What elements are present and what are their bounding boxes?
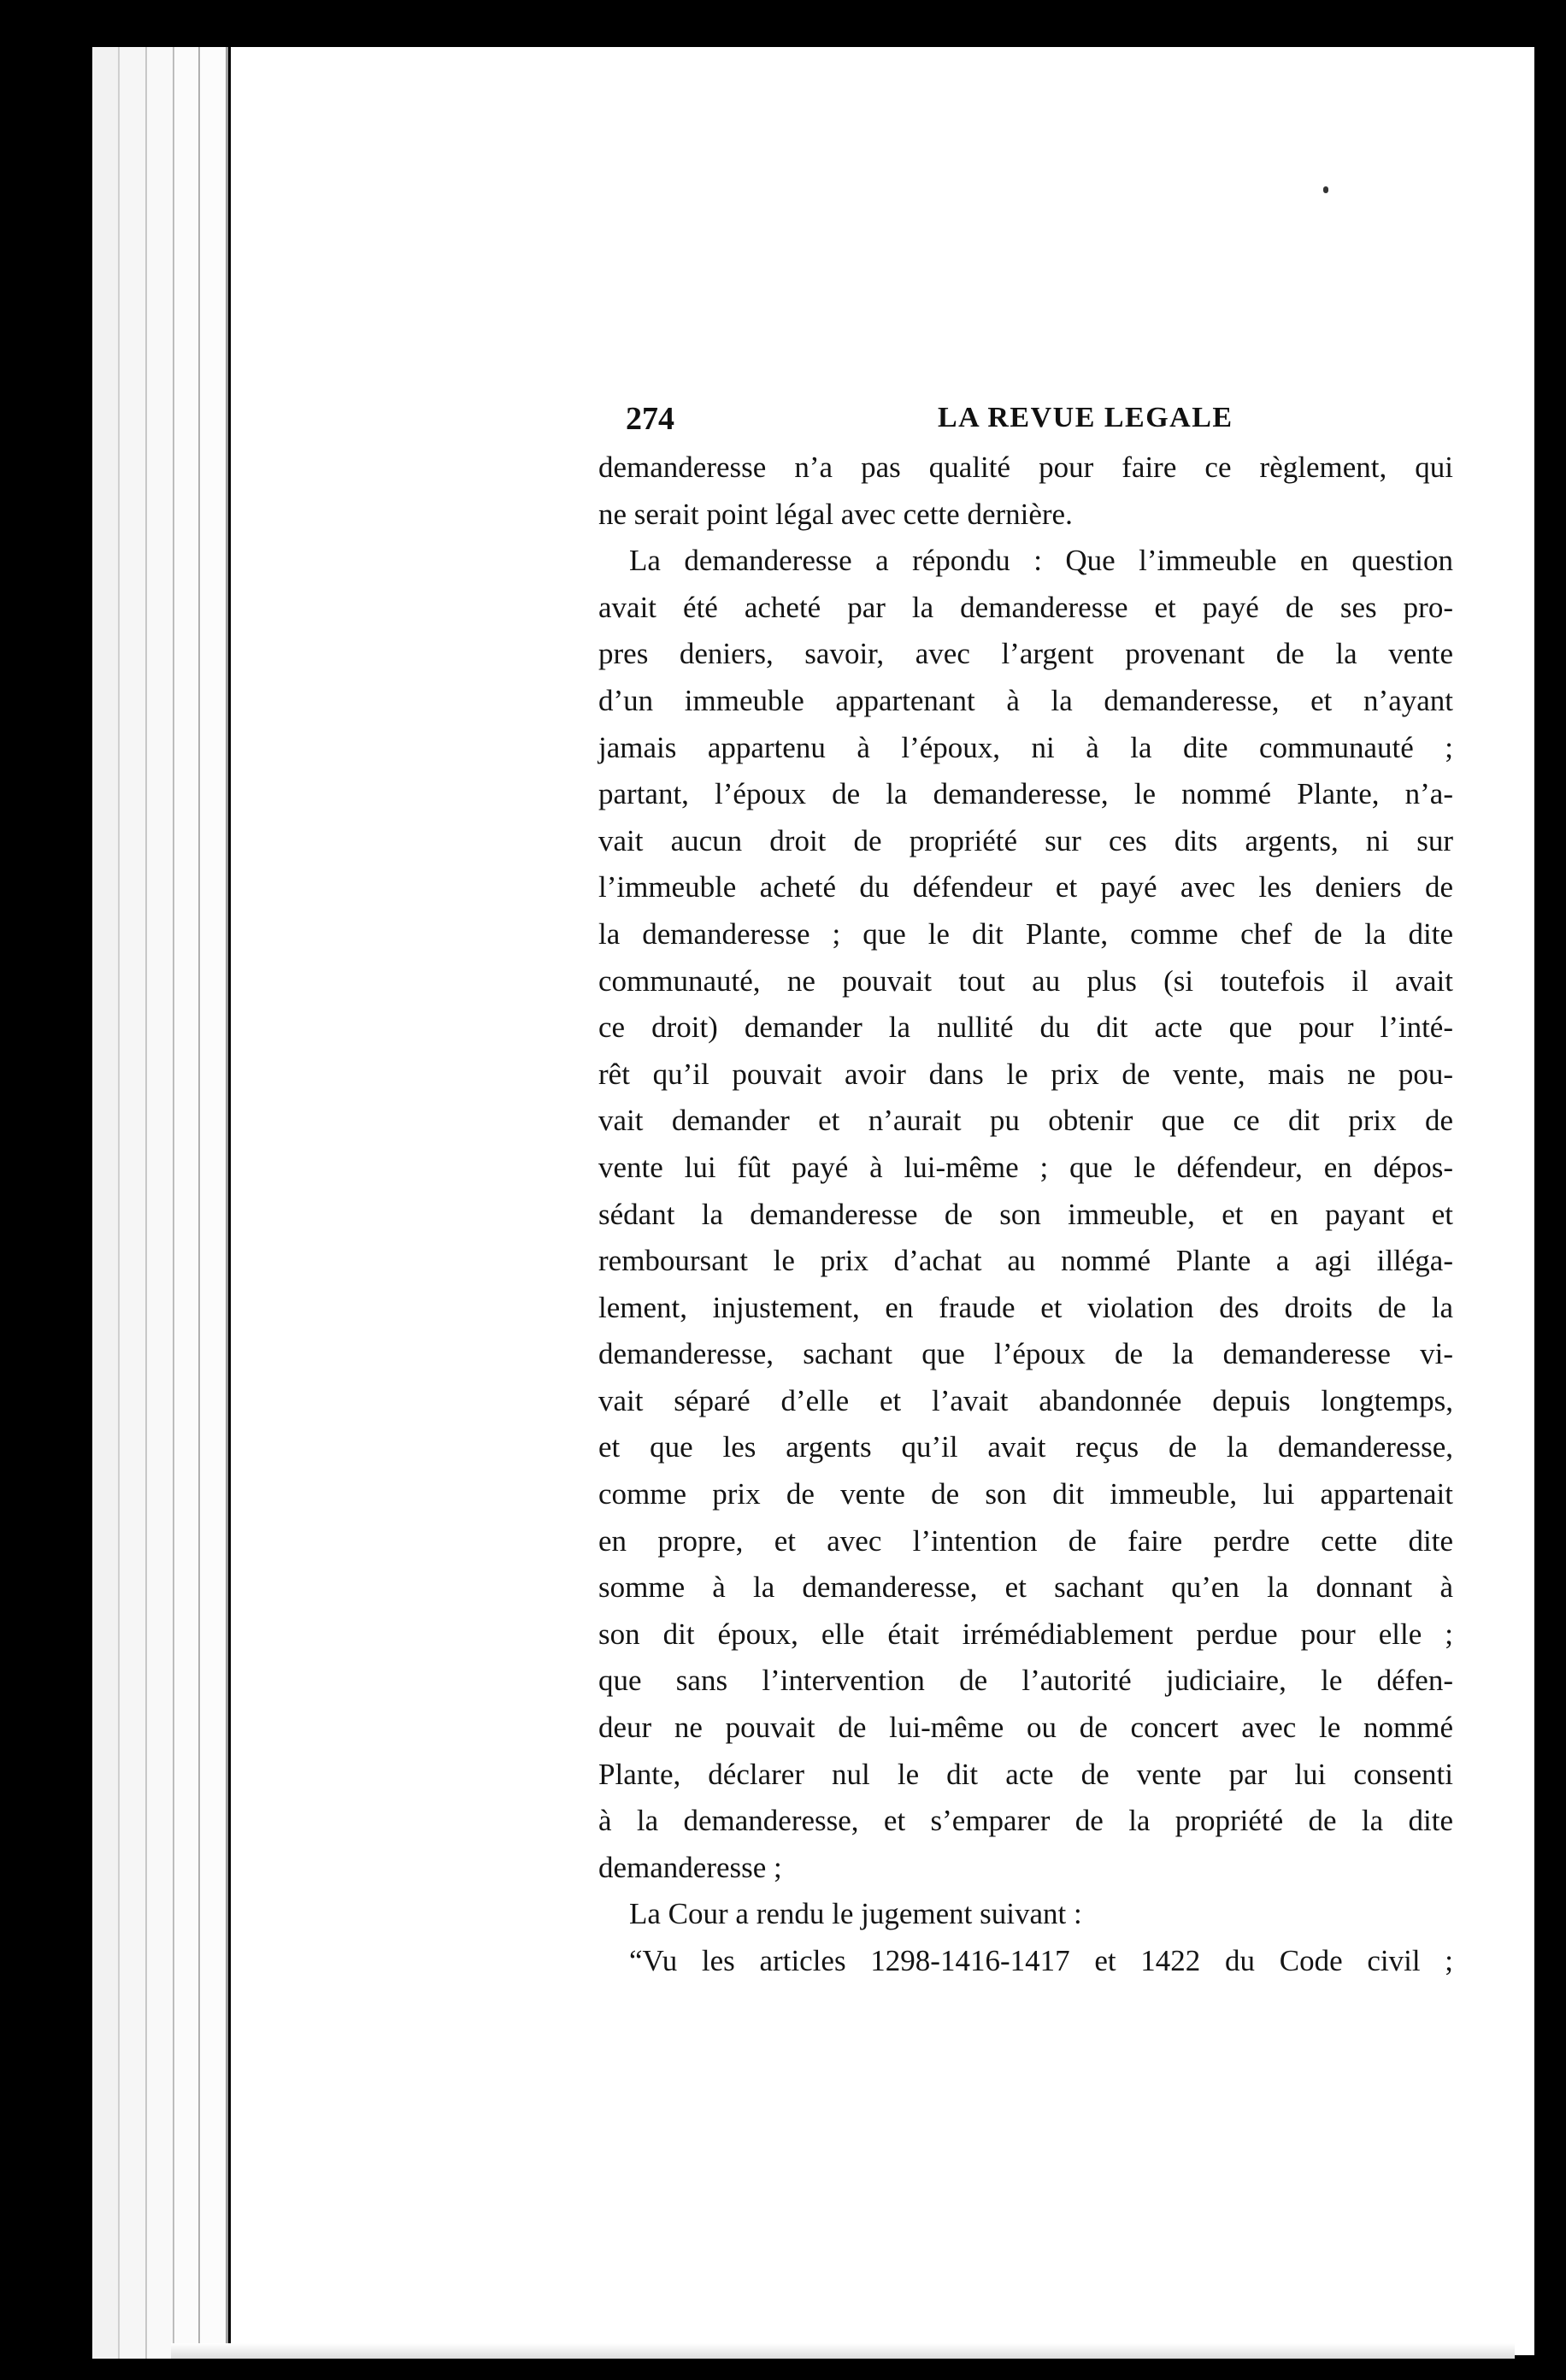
- running-title: LA REVUE LEGALE: [938, 402, 1233, 433]
- text-line: rêt qu’il pouvait avoir dans le prix de vente, mais ne pou-: [598, 1057, 1453, 1091]
- text-line: deur ne pouvait de lui-même ou de concert avec le nommé: [598, 1711, 1453, 1745]
- text-line: vait aucun droit de propriété sur ces dits argents, ni sur: [598, 823, 1453, 857]
- text-line: en propre, et avec l’intention de faire perdre cette dite: [598, 1523, 1453, 1558]
- text-line: sédant la demanderesse de son immeuble, et en payant et: [598, 1197, 1453, 1231]
- text-line: demanderesse ;: [598, 1850, 782, 1884]
- body-text: [598, 445, 1453, 1985]
- text-line: demanderesse n’a pas qualité pour faire ce règlement, qui: [598, 451, 1453, 484]
- text-line: vait demander et n’aurait pu obtenir que ce dit prix de: [598, 1104, 1453, 1138]
- text-line: ne serait point légal avec cette dernière.: [598, 497, 1073, 531]
- text-line: vente lui fût payé à lui-même ; que le défendeur, en dépos-: [598, 1150, 1453, 1184]
- page-edge: [147, 47, 174, 2359]
- text-line: lement, injustement, en fraude et violation des droits de la: [598, 1290, 1453, 1324]
- page-edge: [92, 47, 120, 2359]
- text-line: vait séparé d’elle et l’avait abandonnée depuis longtemps,: [598, 1383, 1453, 1417]
- ink-speck: [1323, 186, 1328, 193]
- page-edge: [120, 47, 147, 2359]
- text-line: son dit époux, elle était irrémédiablement perdue pour elle ;: [598, 1617, 1453, 1651]
- text-line: partant, l’époux de la demanderesse, le nommé Plante, n’a-: [598, 777, 1453, 811]
- text-line: demanderesse, sachant que l’époux de la demanderesse vi-: [598, 1337, 1453, 1371]
- text-line: La Cour a rendu le jugement suivant :: [629, 1897, 1082, 1931]
- text-line: communauté, ne pouvait tout au plus (si toutefois il avait: [598, 963, 1453, 998]
- text-line: “Vu les articles 1298-1416-1417 et 1422 du Code civil ;: [629, 1944, 1453, 1977]
- text-line: comme prix de vente de son dit immeuble, lui appartenait: [598, 1477, 1453, 1511]
- text-line: la demanderesse ; que le dit Plante, comme chef de la dite: [598, 916, 1453, 951]
- page-number: 274: [626, 401, 674, 437]
- text-line: avait été acheté par la demanderesse et payé de ses pro-: [598, 590, 1453, 624]
- page-bottom-edge: [171, 2343, 1515, 2359]
- text-line: ce droit) demander la nullité du dit acte que pour l’inté-: [598, 1010, 1453, 1045]
- page-header: [626, 400, 1442, 436]
- page-edge: [174, 47, 200, 2359]
- text-line: jamais appartenu à l’époux, ni à la dite communauté ;: [598, 730, 1453, 764]
- text-line: Plante, déclarer nul le dit acte de vente par lui consenti: [598, 1757, 1453, 1791]
- text-line: et que les argents qu’il avait reçus de la demanderesse,: [598, 1430, 1453, 1464]
- text-line: à la demanderesse, et s’emparer de la propriété de la dite: [598, 1804, 1453, 1838]
- text-line: remboursant le prix d’achat au nommé Plante a agi illéga-: [598, 1244, 1453, 1278]
- text-line: La demanderesse a répondu : Que l’immeuble en question: [629, 544, 1453, 578]
- text-line: que sans l’intervention de l’autorité judiciaire, le défen-: [598, 1664, 1453, 1698]
- text-line: d’un immeuble appartenant à la demanderesse, et n’ayant: [598, 683, 1453, 717]
- text-line: l’immeuble acheté du défendeur et payé avec les deniers de: [598, 870, 1453, 904]
- page-edge: [200, 47, 228, 2359]
- text-line: pres deniers, savoir, avec l’argent provenant de la vente: [598, 637, 1453, 671]
- text-line: somme à la demanderesse, et sachant qu’en la donnant à: [598, 1570, 1453, 1605]
